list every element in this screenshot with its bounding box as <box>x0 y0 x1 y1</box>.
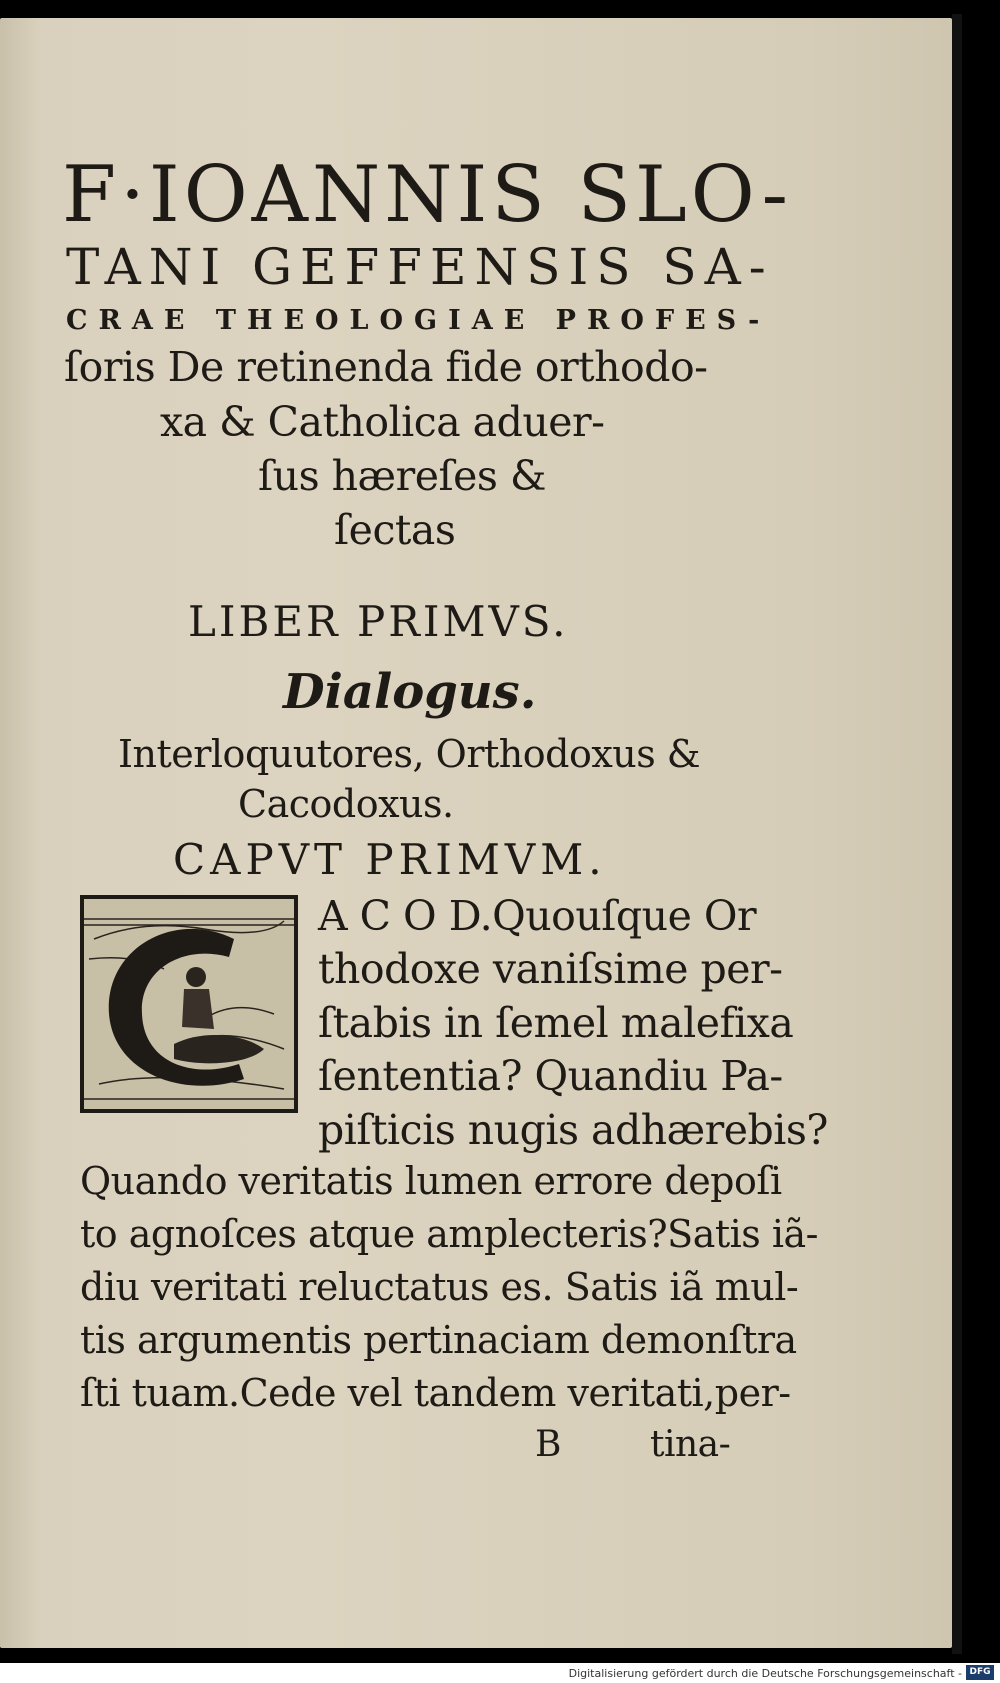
text-line-9: tis argumentis pertinaciam demonſtra <box>80 1318 797 1362</box>
title-line-2: TANI GEFFENSIS SA- <box>66 238 774 296</box>
text-line-4: ſententia? Quandiu Pa- <box>318 1052 783 1100</box>
dfg-logo: DFG <box>966 1665 994 1680</box>
text-line-6: Quando veritatis lumen errore depoſi <box>80 1159 782 1203</box>
title-line-4: ſoris De retinenda fide orthodo- <box>64 343 708 391</box>
text-line-1: A C O D.Quouſque Or <box>318 892 757 940</box>
text-line-5: piſticis nugis adhærebis? <box>318 1106 828 1154</box>
catchword: tina- <box>650 1424 731 1465</box>
interlocutors-line-2: Cacodoxus. <box>238 782 454 826</box>
signature-mark: B <box>535 1424 561 1465</box>
page-edge <box>952 14 962 1654</box>
text-line-7: to agnoſces atque amplecteris?Satis iã- <box>80 1212 818 1256</box>
woodcut-initial-c <box>80 895 298 1113</box>
woodcut-illustration <box>84 899 294 1109</box>
title-line-5: xa & Catholica aduer- <box>160 398 605 446</box>
book-heading: LIBER PRIMVS. <box>188 597 569 646</box>
title-line-3: CRAE THEOLOGIAE PROFES- <box>66 305 771 336</box>
text-line-8: diu veritati reluctatus es. Satis iã mul- <box>80 1265 799 1309</box>
text-line-3: ſtabis in ſemel malefixa <box>318 999 794 1047</box>
title-line-7: ſectas <box>334 506 456 554</box>
footer-credit: Digitalisierung gefördert durch die Deutsche Forschungsgemeinschaft - <box>568 1667 962 1680</box>
text-line-10: ſti tuam.Cede vel tandem veritati,per- <box>80 1371 791 1415</box>
text-line-2: thodoxe vaniſsime per- <box>318 945 783 993</box>
dialogus-heading: Dialogus. <box>283 664 537 720</box>
chapter-heading: CAPVT PRIMVM. <box>173 835 607 884</box>
title-line-6: ſus hæreſes & <box>258 452 546 500</box>
title-line-1: F·IOANNIS SLO- <box>62 150 792 240</box>
interlocutors-line-1: Interloquutores, Orthodoxus & <box>118 732 701 776</box>
